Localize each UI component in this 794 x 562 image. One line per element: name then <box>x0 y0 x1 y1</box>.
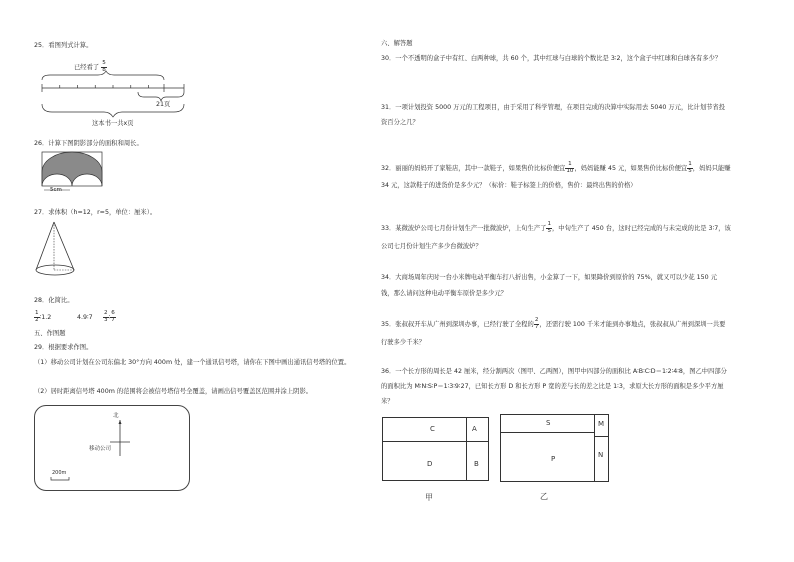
q25-total-label: 这本书一共x页 <box>92 120 134 127</box>
fig-yi-S: S <box>546 419 551 427</box>
q29-north-label: 北 <box>113 413 119 419</box>
fig-jia-B: B <box>474 460 479 468</box>
q29-part-1: （1）移动公司计划在公司东偏北 30°方向 400m 处，建一个通讯信号塔，请你在下图中画出通讯信号塔的位置。 <box>34 359 351 366</box>
q28-title: 28．化简比。 <box>34 297 74 304</box>
q33-text: 33．某微波炉公司七月份计划生产一批微波炉，上旬生产了 $\frac{1}{5}$ ，中旬生产了 450 台，这时已经完成的与未完成的比是 3∶7，该公司七月份计划生产多少台微波炉？ <box>381 220 731 250</box>
q29-company-label: 移动公司 <box>89 446 112 452</box>
fig-yi-outer <box>500 414 609 482</box>
q28-expr-3: $\frac{2}{3}$ ∶ $\frac{6}{7}$ <box>104 310 115 323</box>
q27-cone <box>34 220 78 282</box>
fig-yi-hline-short <box>594 436 609 437</box>
q26-title: 26．计算下图阴影部分的面积和周长。 <box>34 140 143 147</box>
fig-jia-D: D <box>427 460 433 468</box>
fig-yi-N: N <box>598 451 604 459</box>
q28-expr-1: $\frac{1}{2}$ ∶1.2 <box>35 310 52 323</box>
q31-text: 31．一项计划投资 5000 万元的工程项目，由于采用了科学管理，在项目完成的决算中实际用去 5040 万元，比计划节省投资百分之几？ <box>381 104 726 126</box>
q36-text: 36．一个长方形的周长是 42 厘米，经分割两次（图甲、乙两图），图甲中四部分的面积比 A∶B∶C∶D＝1∶2∶4∶8，图乙中四部分的面积比为 M∶N∶S∶P＝1∶3∶9∶27，已知长方形 D 和长方形 P 宽的差与长的差之比是 1∶3，求原大长方形的面积是多少平方厘米？ <box>381 368 727 405</box>
fig-yi-hline <box>500 432 594 433</box>
q27-formula: h=12，r=5，单位：厘米）。 <box>73 209 157 216</box>
fig-yi-P: P <box>551 455 556 463</box>
q34-text: 34．大商场周年庆时一台小米牌电动平衡车打八折出售，小金算了一下，如果降价到原价的 75%，就又可以少花 150 元钱，那么请问这种电动平衡车原价是多少元？ <box>381 274 717 297</box>
q35-text: 35．张叔叔开车从广州到深圳办事，已经行驶了全程的 $\frac{2}{7}$ ，还需行驶 100 千米才能到办事地点，张叔叔从广州到深圳一共要行驶多少千米？ <box>381 316 726 346</box>
q30-text: 30．一个不透明的盒子中有红、白两种球，共 60 个，其中红球与白球的个数比是 3∶2，这个盒子中红球和白球各有多少？ <box>381 55 722 62</box>
q27-title: 27．求体积（h=12，r=5，单位：厘米）。 <box>34 209 157 216</box>
q29-compass <box>108 418 132 458</box>
q25-pages-label: 21页 <box>156 101 171 108</box>
fig-jia-hline <box>382 441 489 442</box>
q25-segment-diagram <box>38 70 188 120</box>
q29-part-2: （2）居时距离信号塔 400m 的范围将会被信号塔信号全覆盖，请画出信号覆盖区范围并涂上阴影。 <box>34 388 313 395</box>
q25-read-text: 已经看了 <box>74 64 100 72</box>
q29-title: 29．根据要求作图。 <box>34 344 93 351</box>
fig-yi-caption: 乙 <box>540 492 548 501</box>
fig-yi-M: M <box>598 420 605 428</box>
fig-jia-C: C <box>430 425 435 433</box>
q26-dim-label: 5cm <box>50 187 62 193</box>
fig-yi-vline <box>594 414 595 482</box>
q25-read-fraction: $\frac{5}{8}$ <box>102 60 106 73</box>
q28-expr-2: 4.9∶7 <box>77 314 93 321</box>
q25-title: 25．看图列式计算。 <box>34 42 93 49</box>
q32-text: 32．丽丽的妈妈开了家鞋店，其中一款鞋子，如果售价比标价便宜 $\frac{1}{10}$ ，妈妈能赚 45 元，如果售价比标价便宜 $\frac{1}{5}$ ，妈妈只能赚 34 元，这款鞋子的进货价是多少元？（标价：鞋子标签上的价格，售价：最终出售的价格） <box>381 160 731 189</box>
section-5-heading: 五、作图题 <box>34 330 66 337</box>
section-6-heading: 六、解答题 <box>381 40 413 47</box>
q29-scale-label: 200m <box>52 470 67 476</box>
fig-jia-caption: 甲 <box>425 493 433 502</box>
fig-jia-vline <box>466 417 467 481</box>
fig-jia-A: A <box>472 425 477 433</box>
